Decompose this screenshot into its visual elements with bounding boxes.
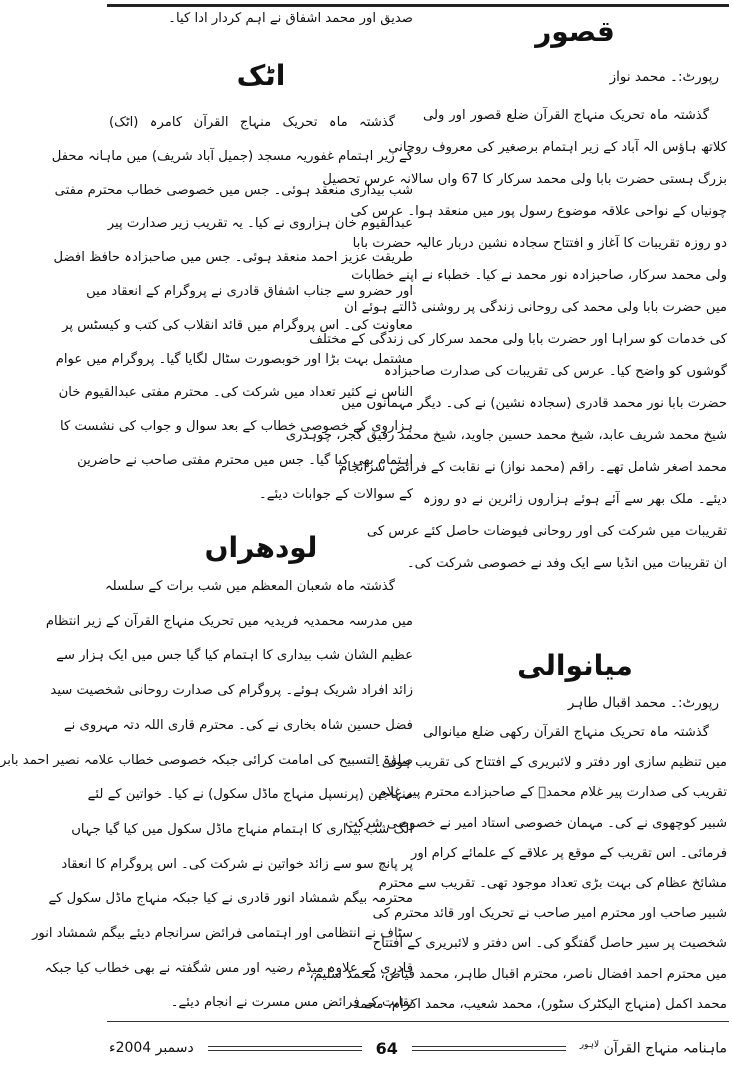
paragraph-line: کی خدمات کو سراہا اور حضرت بابا ولی محمد سرکار کی زندگی کے مختلف bbox=[309, 332, 727, 347]
paragraph-line: مشائخ عظام کی بہت بڑی تعداد موجود تھی۔ تقریب سے محترم bbox=[378, 876, 727, 892]
paragraph-line: محمد اکمل (منہاج الیکٹرک سٹور)، محمد شعیب، محمد اکرام، محمد bbox=[353, 996, 727, 1012]
paragraph-line: الناس نے کثیر تعداد میں شرکت کی۔ محترم مفتی عبدالقیوم خان bbox=[58, 385, 413, 401]
paragraph-line: منہاجین (پرنسپل منہاج ماڈل سکول) نے کیا۔ خواتین کے لئے bbox=[87, 787, 413, 803]
paragraph-line: تقریبات میں شرکت کی اور روحانی فیوضات حاصل کئے عرس کی bbox=[366, 524, 727, 539]
byline: رپورٹ:۔ محمد نواز bbox=[609, 69, 719, 85]
paragraph-line: میں تنظیم سازی اور دفتر و لائبریری کے افتتاح کی تقریب ہوئی۔ bbox=[374, 755, 727, 771]
page-number: 64 bbox=[375, 1038, 398, 1058]
paragraph-line: الگ شب بیداری کا اہتمام منہاج ماڈل سکول میں کیا گیا جہاں bbox=[71, 821, 413, 837]
paragraph-line: اور حضرو سے جناب اشفاق قادری نے پروگرام کے انعقاد میں bbox=[86, 283, 413, 299]
paragraph-line: شبیر صاحب اور محترم امیر صاحب نے تحریک اور قائد محترم کی bbox=[372, 906, 727, 922]
paragraph-line: سٹاف نے انتظامی اور اہتمامی فرائض سرانجام دیئے بیگم شمشاد انور bbox=[32, 926, 413, 942]
paragraph-line: شیخ محمد شریف عابد، شیخ محمد حسین جاوید، شیخ محمد رفیق گجر، چوہدری bbox=[285, 428, 727, 443]
section-mianwali bbox=[309, 646, 727, 1020]
paragraph-line: صدیق اور محمد اشفاق نے اہم کردار ادا کیا۔ bbox=[168, 11, 413, 26]
section-title: اٹک bbox=[236, 59, 286, 92]
paragraph-line: نقابت کے فرائض مس مسرت نے انجام دیئے۔ bbox=[170, 995, 413, 1011]
paragraph-line: گذشتہ ماہ شعبان المعظم میں شب برات کے سلسلہ bbox=[104, 579, 395, 594]
footer-divider bbox=[412, 1046, 566, 1051]
paragraph-line: کلاتھ ہاؤس الہ آباد کے زیر اہتمام برصغیر کی معروف روحانی bbox=[388, 140, 727, 155]
paragraph-line: گوشوں کو واضح کیا۔ عرس کی تقریبات کی صدارت صاحبزادہ bbox=[383, 364, 727, 379]
paragraph-line: میں مدرسہ محمدیہ فریدیہ میں تحریک منہاج القرآن کے زیر انتظام bbox=[45, 613, 413, 629]
byline: رپورٹ:۔ محمد اقبال طاہر bbox=[567, 695, 719, 711]
paragraph-line: اہتمام بھی کیا گیا۔ جس میں محترم مفتی صاحب نے حاضرین bbox=[77, 452, 413, 468]
paragraph-line: مشتمل بہت بڑا اور خوبصورت سٹال لگایا گیا۔ پروگرام میں عوام bbox=[55, 351, 413, 367]
section-lodhran bbox=[0, 528, 413, 1021]
paragraph-line: دیئے۔ ملک بھر سے آئے ہوئے ہزاروں زائرین نے دو روزہ bbox=[423, 492, 727, 507]
paragraph-line: عبدالقیوم خان ہزاروی نے کیا۔ یہ تقریب زیر صدارت پیر bbox=[107, 216, 413, 232]
paragraph bbox=[0, 570, 413, 1021]
paragraph-line: ہزاروی کے خصوصی خطاب کے بعد سوال و جواب کی نشست کا bbox=[59, 419, 413, 435]
magazine-name bbox=[580, 1040, 727, 1057]
paragraph-line: محترمہ بیگم شمشاد انور قادری نے کیا جبکہ منہاج ماڈل سکول کے bbox=[48, 891, 413, 907]
magazine-city: لاہور bbox=[579, 1039, 600, 1050]
paragraph-line: دو روزہ تقریبات کا آغاز و افتتاح سجادہ نشین دربار عالیہ حضرت بابا bbox=[352, 236, 727, 251]
section-continuation bbox=[109, 8, 413, 30]
section-title: قصور bbox=[535, 15, 615, 48]
paragraph-line: کے زیر اہتمام غفوریہ مسجد (جمیل آباد شریف) میں ماہانہ محفل bbox=[51, 148, 413, 164]
paragraph-line: محمد اصغر شامل تھے۔ راقم (محمد نواز) نے نقابت کے فرائض سرانجام bbox=[339, 460, 727, 475]
paragraph-line: صلوٰۃ التسبیح کی امامت کرائی جبکہ خصوصی خطاب علامہ نصیر احمد بابر bbox=[0, 752, 413, 768]
section-title: میانوالی bbox=[517, 649, 633, 682]
paragraph-line: شب بیداری منعقد ہوئی۔ جس میں خصوصی خطاب محترم مفتی bbox=[54, 182, 413, 198]
paragraph-line: تقریب کی صدارت پیر غلام محمدؒ کے صاحبزادے محترم پیر غلام bbox=[378, 785, 727, 801]
paragraph-line: میں محترم احمد افضال ناصر، محترم اقبال طاہر، محمد فیاض، محمد سلیم، bbox=[309, 966, 727, 982]
paragraph-line: گذشتہ ماہ تحریک منہاج القرآن ضلع قصور اور ولی bbox=[423, 108, 709, 123]
paragraph-line: کے سوالات کے جوابات دیئے۔ bbox=[259, 486, 413, 502]
paragraph-line: معاونت کی۔ اس پروگرام میں قائد انقلاب کی کتب و کیسٹس پر bbox=[62, 317, 413, 333]
paragraph bbox=[309, 718, 727, 1020]
paragraph-line: شبیر کوچھوی نے کی۔ مہمان خصوصی استاد امیر نے خصوصی شرکت bbox=[345, 815, 727, 831]
paragraph-line: طریقت عزیز احمد منعقد ہوئی۔ جس میں صاحبزادہ حافظ افضل bbox=[53, 250, 413, 266]
paragraph-line: شخصیت پر سیر حاصل گفتگو کی۔ اس دفتر و لائبریری کے افتتاح bbox=[372, 936, 727, 952]
paragraph-line: گذشتہ ماہ تحریک منہاج القرآن رکھی ضلع میانوالی bbox=[423, 725, 709, 740]
paragraph-line: فضل حسین شاہ بخاری نے کی۔ محترم قاری اللہ دتہ مہروی نے bbox=[63, 717, 413, 733]
paragraph-line: قادری کے علاوہ میڈم رضیہ اور مس شگفتہ نے بھی خطاب کیا جبکہ bbox=[44, 960, 413, 976]
paragraph-line: گذشتہ ماہ تحریک منہاج القرآن کامرہ (اٹک) bbox=[109, 115, 395, 130]
paragraph-line: ولی محمد سرکار، صاحبزادہ نور محمد نے کیا۔ خطباء نے اپنے خطابات bbox=[351, 268, 727, 283]
issue-date: دسمبر 2004ء bbox=[108, 1040, 194, 1056]
section-attock bbox=[51, 56, 413, 512]
top-rule bbox=[107, 4, 729, 7]
page-footer bbox=[109, 1033, 727, 1063]
section-title: لودھراں bbox=[204, 531, 318, 564]
bottom-rule bbox=[107, 1021, 729, 1022]
paragraph bbox=[51, 106, 413, 512]
paragraph-line: میں حضرت بابا ولی محمد کی روحانی زندگی پر روشنی ڈالتے ہوئے ان bbox=[344, 300, 727, 315]
paragraph-line: چونیاں کے نواحی علاقہ موضوع رسول پور میں منعقد ہوا۔ عرس کی bbox=[350, 204, 727, 219]
footer-divider bbox=[208, 1046, 362, 1051]
paragraph-line: زائد افراد شریک ہوئے۔ پروگرام کی صدارت روحانی شخصیت سید bbox=[50, 683, 413, 699]
paragraph-line: حضرت بابا نور محمد قادری (سجادہ نشین) نے کی۔ دیگر مہمانوں میں bbox=[341, 396, 727, 411]
magazine-title: ماہنامہ منہاج القرآن bbox=[603, 1040, 727, 1057]
paragraph-line: ان تقریبات میں انڈیا سے ایک وفد نے خصوصی شرکت کی۔ bbox=[406, 556, 727, 571]
paragraph-line: فرمائی۔ اس تقریب کے موقع پر علاقے کے علمائے کرام اور bbox=[411, 845, 727, 861]
paragraph-line: عظیم الشان شب بیداری کا اہتمام کیا گیا جس میں ایک ہزار سے bbox=[56, 648, 413, 664]
paragraph-line: پر پانچ سو سے زائد خواتین نے شرکت کی۔ اس پروگرام کا انعقاد bbox=[61, 856, 413, 872]
paragraph-line: بزرگ ہستی حضرت بابا ولی محمد سرکار کا 67 واں سالانہ عرس تحصیل bbox=[322, 172, 727, 187]
